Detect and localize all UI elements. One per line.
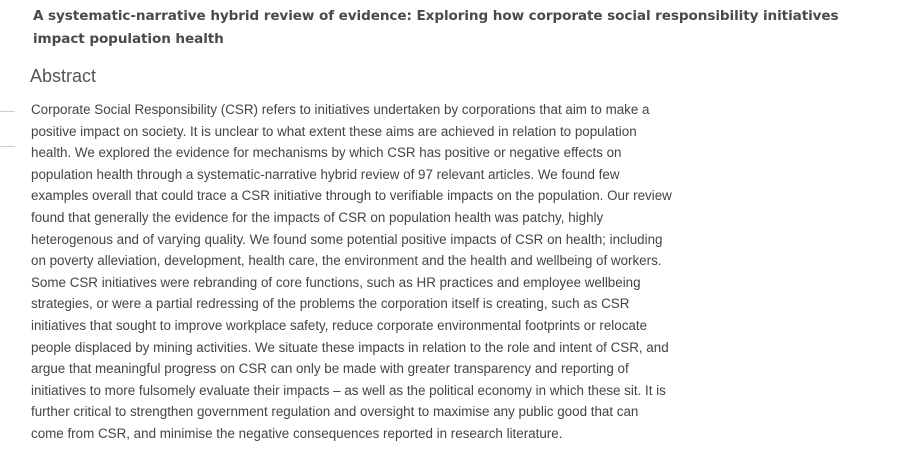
abstract-text — [31, 99, 672, 445]
divider — [0, 146, 15, 147]
abstract-line: heterogenous and of varying quality. We found some potential positive impacts of CSR on health; including — [31, 231, 663, 247]
abstract-line: population health through a systematic-narrative hybrid review of 97 relevant articles. We found few — [31, 166, 620, 182]
abstract-line: Some CSR initiatives were rebranding of core functions, such as HR practices and employee wellbeing — [31, 274, 641, 290]
abstract-line: on poverty alleviation, development, health care, the environment and the health and wellbeing of workers. — [31, 253, 662, 269]
abstract-line: initiatives to more fulsomely evaluate their impacts – as well as the political economy in which these sit. It is — [31, 382, 666, 398]
abstract-line: come from CSR, and minimise the negative consequences reported in research literature. — [31, 425, 563, 441]
divider — [0, 111, 15, 112]
article-title: A systematic-narrative hybrid review of evidence: Exploring how corporate social responsibility initiatives impact population health — [33, 8, 839, 47]
abstract-line: examples overall that could trace a CSR initiative through to verifiable impacts on the population. Our review — [31, 188, 672, 204]
abstract-line: health. We explored the evidence for mechanisms by which CSR has positive or negative effects on — [31, 145, 622, 161]
abstract-line: Corporate Social Responsibility (CSR) refers to initiatives undertaken by corporations that aim to make a — [31, 102, 650, 117]
abstract-heading: Abstract — [30, 66, 97, 86]
abstract-line: initiatives that sought to improve workplace safety, reduce corporate environmental footprints or relocate — [31, 317, 648, 333]
abstract-line: people displaced by mining activities. We situate these impacts in relation to the role and intent of CSR, and — [31, 339, 669, 355]
abstract-line: positive impact on society. It is unclear to what extent these aims are achieved in relation to population — [31, 123, 637, 139]
abstract-line: strategies, or were a partial redressing of the problems the corporation itself is creating, such as CSR — [31, 296, 630, 312]
abstract-line: further critical to strengthen government regulation and oversight to maximise any public good that can — [31, 404, 639, 420]
abstract-line: found that generally the evidence for the impacts of CSR on population health was patchy, highly — [31, 209, 604, 225]
abstract-line: argue that meaningful progress on CSR can only be made with greater transparency and reporting of — [31, 361, 629, 377]
